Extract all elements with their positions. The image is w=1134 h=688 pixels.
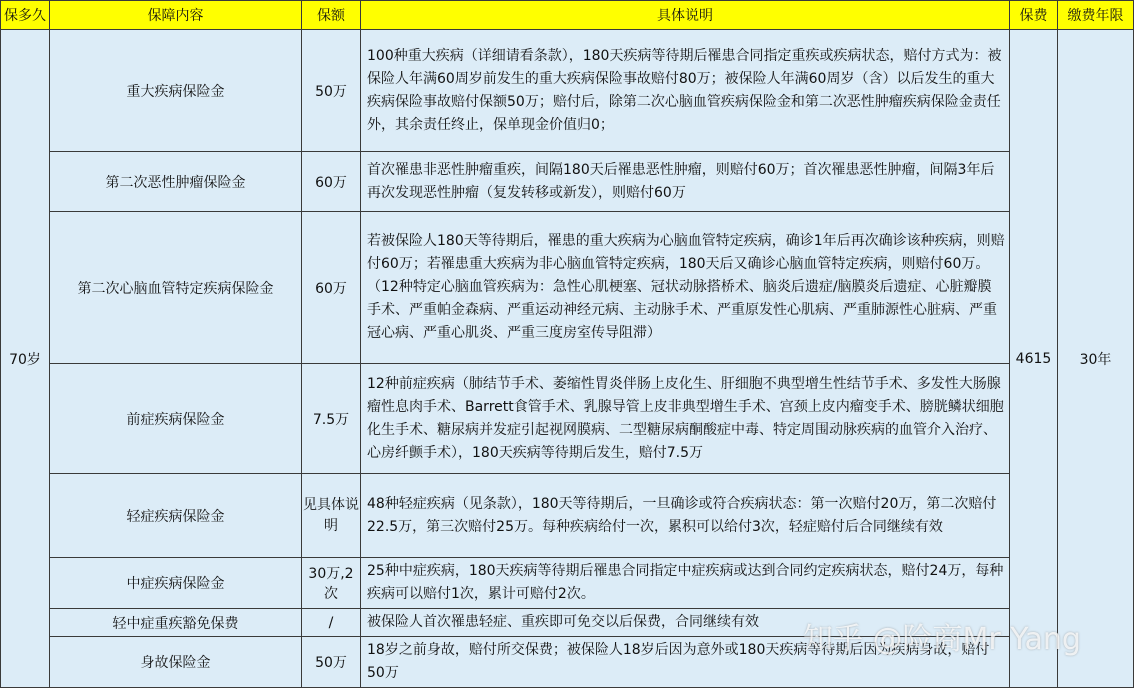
detail-cell: 12种前症疾病（肺结节手术、萎缩性胃炎伴肠上皮化生、肝细胞不典型增生性结节手术、多发性大肠腺瘤性息肉手术、Barrett食管手术、乳腺导管上皮非典型增生手术、宫颈上皮内瘤变手术、膀胱鳞状细胞化生手术、糖尿病并发症引起视网膜病、二型糖尿病酮酸症中毒、特定周围动脉疾病的血管介入治疗、心房纤颤手术），180天疾病等待期后发生，赔付7.5万 [361, 364, 1010, 474]
header-detail: 具体说明 [361, 1, 1010, 30]
header-age: 保多久 [1, 1, 50, 30]
amount-cell: 7.5万 [302, 364, 361, 474]
amount-cell: 见具体说明 [302, 474, 361, 558]
table-row [1, 609, 1134, 637]
detail-cell: 48种轻症疾病（见条款），180天等待期后，一旦确诊或符合疾病状态：第一次赔付20万，第二次赔付22.5万，第三次赔付25万。每种疾病给付一次，累积可以给付3次，轻症赔付后合同继续有效 [361, 474, 1010, 558]
amount-cell: 30万,2次 [302, 558, 361, 609]
header-item: 保障内容 [50, 1, 302, 30]
detail-cell: 18岁之前身故，赔付所交保费；被保险人18岁后因为意外或180天疾病等待期后因为疾病身故，赔付50万 [361, 637, 1010, 688]
age-cell: 70岁 [1, 30, 50, 688]
amount-cell: / [302, 609, 361, 637]
amount-cell: 50万 [302, 30, 361, 152]
detail-cell: 若被保险人180天等待期后，罹患的重大疾病为心脑血管特定疾病，确诊1年后再次确诊该种疾病，则赔付60万；若罹患重大疾病为非心脑血管特定疾病，180天后又确诊心脑血管特定疾病，则赔付60万。（12种特定心脑血管疾病为：急性心肌梗塞、冠状动脉搭桥术、脑炎后遗症/脑膜炎后遗症、心脏瓣膜手术、严重帕金森病、严重运动神经元病、主动脉手术、严重原发性心肌病、严重肺源性心脏病、严重冠心病、严重心肌炎、严重三度房室传导阻滞） [361, 212, 1010, 364]
header-row [1, 1, 1134, 30]
item-cell: 第二次心脑血管特定疾病保险金 [50, 212, 302, 364]
amount-cell: 60万 [302, 152, 361, 212]
table-row [1, 364, 1134, 474]
item-cell: 轻中症重疾豁免保费 [50, 609, 302, 637]
table-row [1, 558, 1134, 609]
table-row [1, 474, 1134, 558]
header-term: 缴费年限 [1058, 1, 1134, 30]
amount-cell: 60万 [302, 212, 361, 364]
item-cell: 前症疾病保险金 [50, 364, 302, 474]
table-row [1, 30, 1134, 152]
item-cell: 重大疾病保险金 [50, 30, 302, 152]
detail-cell: 100种重大疾病（详细请看条款），180天疾病等待期后罹患合同指定重疾或疾病状态，赔付方式为：被保险人年满60周岁前发生的重大疾病保险事故赔付80万；被保险人年满60周岁（含）以后发生的重大疾病保险事故赔付保额50万；赔付后，除第二次心脑血管疾病保险金和第二次恶性肿瘤疾病保险金责任外，其余责任终止，保单现金价值归0； [361, 30, 1010, 152]
table-row [1, 637, 1134, 688]
item-cell: 轻症疾病保险金 [50, 474, 302, 558]
amount-cell: 50万 [302, 637, 361, 688]
term-cell: 30年 [1058, 30, 1134, 688]
detail-cell: 首次罹患非恶性肿瘤重疾，间隔180天后罹患恶性肿瘤，则赔付60万；首次罹患恶性肿瘤，间隔3年后再次发现恶性肿瘤（复发转移或新发），则赔付60万 [361, 152, 1010, 212]
item-cell: 中症疾病保险金 [50, 558, 302, 609]
table-row [1, 212, 1134, 364]
zhihu-watermark: 知乎 @险商Mr Yang [803, 622, 1081, 657]
item-cell: 第二次恶性肿瘤保险金 [50, 152, 302, 212]
table-row [1, 152, 1134, 212]
item-cell: 身故保险金 [50, 637, 302, 688]
detail-cell: 25种中症疾病，180天疾病等待期后罹患合同指定中症疾病或达到合同约定疾病状态，赔付24万，每种疾病可以赔付1次，累计可赔付2次。 [361, 558, 1010, 609]
premium-cell: 4615 [1010, 30, 1058, 688]
detail-cell: 被保险人首次罹患轻症、重疾即可免交以后保费，合同继续有效 [361, 609, 1010, 637]
header-premium: 保费 [1010, 1, 1058, 30]
header-amount: 保额 [302, 1, 361, 30]
